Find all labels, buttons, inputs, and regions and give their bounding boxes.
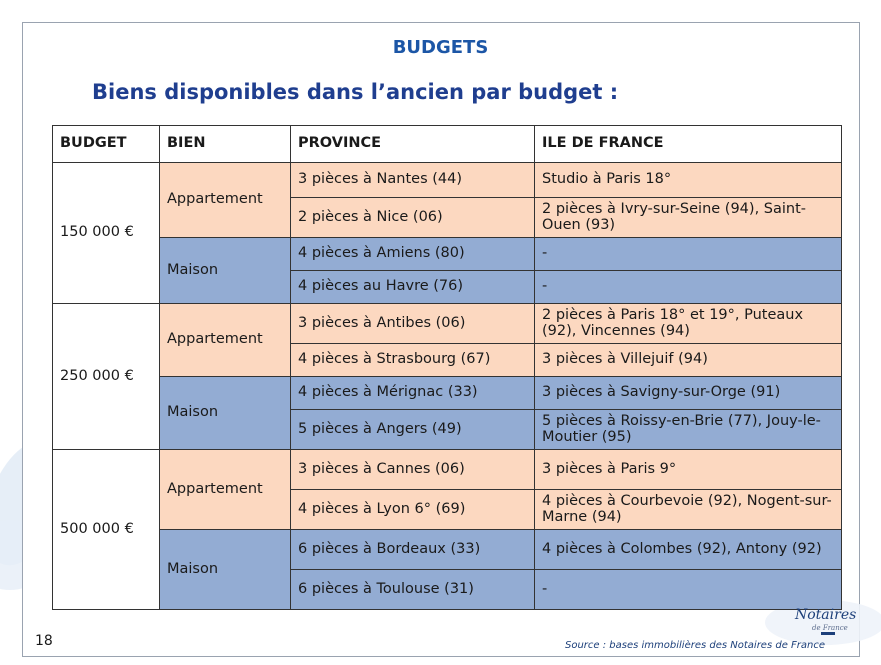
property-type-cell: Appartement (160, 304, 291, 377)
table-row (53, 377, 842, 410)
property-type-cell: Appartement (160, 450, 291, 530)
province-cell: 4 pièces au Havre (76) (291, 271, 535, 304)
province-cell: 4 pièces à Mérignac (33) (291, 377, 535, 410)
column-header-ile-de-france: ILE DE FRANCE (535, 126, 842, 163)
page-number: 18 (35, 633, 53, 649)
ile-de-france-cell: 3 pièces à Paris 9° (535, 450, 842, 490)
property-type-cell: Appartement (160, 163, 291, 238)
ile-de-france-cell: - (535, 238, 842, 271)
logo-mark-icon (821, 632, 835, 635)
notaires-logo: Notaires (795, 607, 857, 623)
province-cell: 3 pièces à Antibes (06) (291, 304, 535, 344)
slide-subtitle: Biens disponibles dans l’ancien par budget : (92, 80, 619, 104)
ile-de-france-cell: 4 pièces à Courbevoie (92), Nogent-sur-Marne (94) (535, 490, 842, 530)
ile-de-france-cell: 3 pièces à Savigny-sur-Orge (91) (535, 377, 842, 410)
property-type-cell: Maison (160, 530, 291, 610)
province-cell: 6 pièces à Bordeaux (33) (291, 530, 535, 570)
ile-de-france-cell: 2 pièces à Paris 18° et 19°, Puteaux (92), Vincennes (94) (535, 304, 842, 344)
ile-de-france-cell: - (535, 570, 842, 610)
column-header-budget: BUDGET (53, 126, 160, 163)
table-row (53, 450, 842, 490)
budget-cell: 150 000 € (53, 163, 160, 304)
column-header-province: PROVINCE (291, 126, 535, 163)
table-row (53, 163, 842, 198)
ile-de-france-cell: 3 pièces à Villejuif (94) (535, 344, 842, 377)
ile-de-france-cell: Studio à Paris 18° (535, 163, 842, 198)
ile-de-france-cell: 5 pièces à Roissy-en-Brie (77), Jouy-le-Moutier (95) (535, 410, 842, 450)
budget-table (52, 125, 842, 610)
province-cell: 4 pièces à Strasbourg (67) (291, 344, 535, 377)
property-type-cell: Maison (160, 238, 291, 304)
table-header-row (53, 126, 842, 163)
province-cell: 4 pièces à Lyon 6° (69) (291, 490, 535, 530)
province-cell: 2 pièces à Nice (06) (291, 198, 535, 238)
notaires-logo-subtext: de France (812, 624, 848, 632)
ile-de-france-cell: - (535, 271, 842, 304)
slide-title: BUDGETS (392, 37, 489, 58)
budget-cell: 500 000 € (53, 450, 160, 610)
source-note: Source : bases immobilières des Notaires de France (565, 640, 826, 651)
column-header-bien: BIEN (160, 126, 291, 163)
table-row (53, 304, 842, 344)
ile-de-france-cell: 2 pièces à Ivry-sur-Seine (94), Saint-Ouen (93) (535, 198, 842, 238)
province-cell: 4 pièces à Amiens (80) (291, 238, 535, 271)
table-row (53, 530, 842, 570)
province-cell: 5 pièces à Angers (49) (291, 410, 535, 450)
province-cell: 3 pièces à Cannes (06) (291, 450, 535, 490)
province-cell: 6 pièces à Toulouse (31) (291, 570, 535, 610)
property-type-cell: Maison (160, 377, 291, 450)
budget-cell: 250 000 € (53, 304, 160, 450)
province-cell: 3 pièces à Nantes (44) (291, 163, 535, 198)
ile-de-france-cell: 4 pièces à Colombes (92), Antony (92) (535, 530, 842, 570)
table-row (53, 238, 842, 271)
